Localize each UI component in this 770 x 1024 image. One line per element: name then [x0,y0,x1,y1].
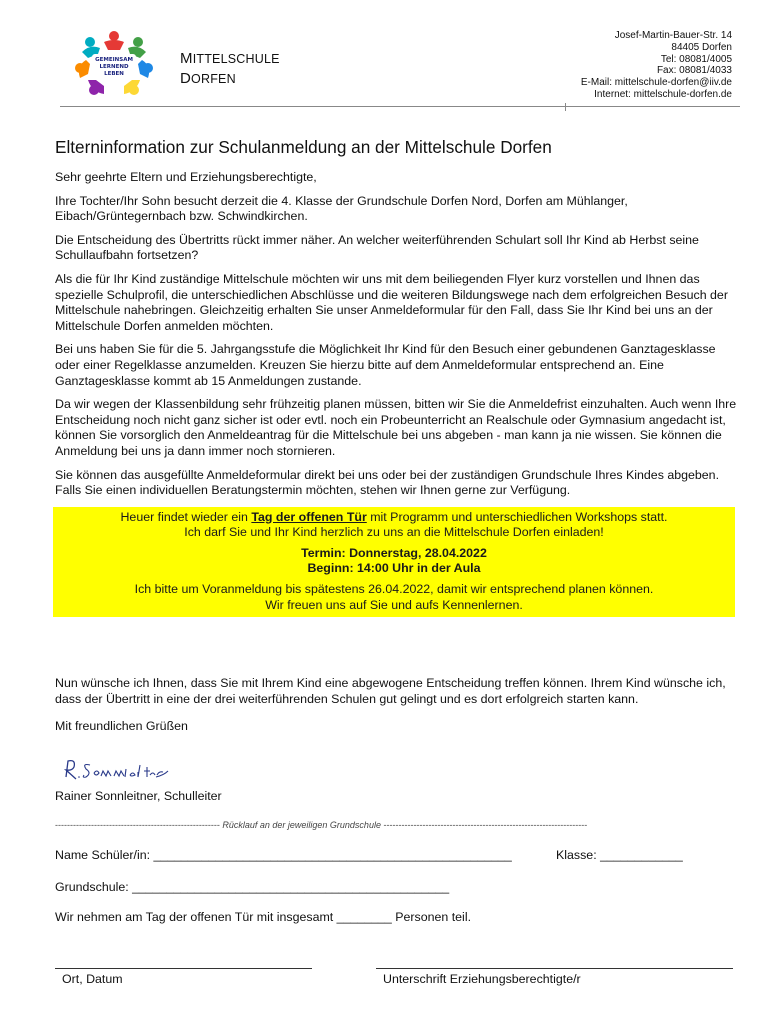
salutation: Sehr geehrte Eltern und Erziehungsberechtigte, [55,170,317,184]
open-day-box [53,507,735,618]
place-date-line[interactable] [55,968,312,969]
school-address [581,30,732,101]
address-street: Josef-Martin-Bauer-Str. 14 [614,30,732,41]
open-day-title: Tag der offenen Tür [251,509,367,524]
open-day-invitation: Ich darf Sie und Ihr Kind herzlich zu uns an die Mittelschule Dorfen einladen! [184,525,604,540]
paragraph-deadline: Da wir wegen der Klassenbildung sehr frühzeitig planen müssen, bitten wir Sie die Anmeldefrist einzuhalten. Auch wenn Ihre Entscheidung noch nicht ganz sicher ist oder evtl. noch ein Probeunterricht an Realschule oder Gymnasium angedacht ist, können Sie vorsorglich den Anmeldeantrag für die Mittelschule bei uns abgeben - man kann ja nie wissen. Sie können die Anmeldung bei uns ja dann immer noch stornieren. [55,397,737,458]
header-divider [60,106,740,107]
class-field[interactable]: Klasse: ____________ [556,848,683,862]
open-day-time: Beginn: 14:00 Uhr in der Aula [307,561,481,576]
closing-section [55,676,737,743]
return-slip-divider: ------------------------------------------------------- Rücklauf an der jeweiligen Grundschule -------------------------------------------------------------------- [55,820,588,830]
address-phone: Tel: 08081/4005 [660,53,732,65]
page-title: Elterninformation zur Schulanmeldung an der Mittelschule Dorfen [55,137,552,157]
address-website[interactable]: Internet: mittelschule-dorfen.de [594,88,732,100]
open-day-intro: Heuer findet wieder ein Tag der offenen Tür mit Programm und unterschiedlichen Workshops statt. [120,509,668,524]
closing-paragraph: Nun wünsche ich Ihnen, dass Sie mit Ihrem Kind eine abgewogene Entscheidung treffen können. Ihrem Kind wünsche ich, dass der Übertritt in eine der drei weiterführenden Schulen gut gelingt und es dort erfolgreich starten kann. [55,676,726,706]
address-email[interactable]: E-Mail: mittelschule-dorfen@iiv.de [580,77,732,89]
paragraph-submission: Sie können das ausgefüllte Anmeldeformular direkt bei uns oder bei der zuständigen Grundschule Ihres Kindes abgeben. Falls Sie einen individuellen Beratungstermin möchten, stehen wir Ihnen gerne zur Verfügung. [55,467,720,498]
greeting: Mit freundlichen Grüßen [55,719,188,734]
letter-body [55,136,737,617]
guardian-signature-line[interactable] [376,968,733,969]
paragraph-current-class: Ihre Tochter/Ihr Sohn besucht derzeit die 4. Klasse der Grundschule Dorfen Nord, Dorfen am Mühlanger, Eibach/Grüntegernbach bzw. Schwindkirchen. [55,193,628,224]
school-logo [70,28,158,98]
return-slip-label: Rücklauf an der jeweiligen Grundschule [222,820,381,830]
visitor-count-field[interactable]: Wir nehmen am Tag der offenen Tür mit insgesamt ________ Personen teil. [55,910,472,924]
address-city: 84405 Dorfen [671,41,732,53]
handwritten-signature [60,755,170,783]
primary-school-field[interactable]: Grundschule: ______________________________________________ [55,880,450,894]
paragraph-transition: Die Entscheidung des Übertritts rückt immer näher. An welcher weiterführenden Schulart soll Ihr Kind ab Herbst seine Schullaufbahn fortsetzen? [55,232,699,263]
logo-text-1: GEMEINSAM [95,57,133,63]
paragraph-class-types: Bei uns haben Sie für die 5. Jahrgangsstufe die Möglichkeit Ihr Kind für den Besuch einer gebundenen Ganztagesklasse oder einer Regelklasse anzumelden. Kreuzen Sie hierzu bitte auf dem Anmeldeformular entsprechend an. Eine Ganztagesklasse kommt ab 15 Anmeldungen zustande. [55,342,716,388]
place-date-label: Ort, Datum [62,972,123,986]
school-name: MITTELSCHULE DORFEN [180,50,280,87]
paragraph-introduction: Als die für Ihr Kind zuständige Mittelschule möchten wir uns mit dem beiliegenden Flyer kurz vorstellen und Ihnen das spezielle Schulprofil, die unterschiedlichen Abschlüsse und die weiteren Bildungswege nach dem erfolgreichen Besuch der Mittelschule nahebringen. Gleichzeitig erhalten Sie unser Anmeldeformular für den Fall, dass Sie Ihr Kind bei uns an der Mittelschule Dorfen anmelden möchten. [55,271,728,333]
open-day-closing: Wir freuen uns auf Sie und aufs Kennenlernen. [265,597,523,612]
address-fax: Fax: 08081/4033 [656,65,732,77]
logo-text-3: LEBEN [104,71,124,77]
student-name-field[interactable]: Name Schüler/in: ____________________________________________________ [55,848,512,862]
logo-text-2: LERNEND [99,64,129,70]
open-day-date: Termin: Donnerstag, 28.04.2022 [301,545,487,560]
signer-name: Rainer Sonnleitner, Schulleiter [55,789,222,803]
guardian-signature-label: Unterschrift Erziehungsberechtigte/r [383,972,581,986]
open-day-registration: Ich bitte um Voranmeldung bis spätestens 26.04.2022, damit wir entsprechend planen können. [134,582,654,597]
